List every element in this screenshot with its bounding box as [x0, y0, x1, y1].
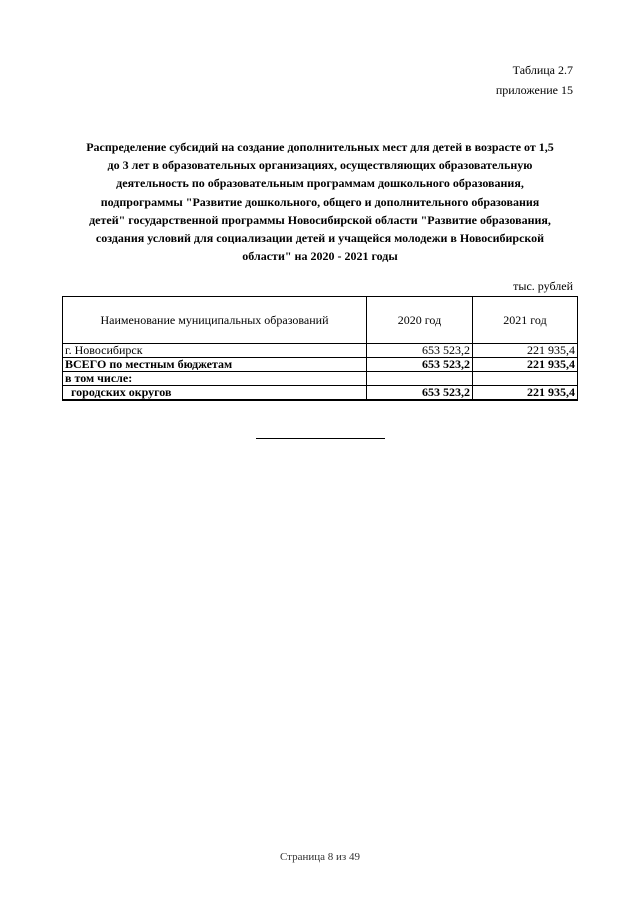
document-title: [62, 138, 578, 265]
value-2021: 221 935,4: [473, 358, 578, 372]
table-row-urban-districts: [63, 386, 578, 401]
title-line: создания условий для социализации детей и учащейся молодежи в Новосибирской: [95, 231, 545, 246]
title-line: детей" государственной программы Новосибирской области "Развитие образования,: [89, 212, 551, 227]
municipality-name: ВСЕГО по местным бюджетам: [63, 358, 367, 372]
value-2021: 221 935,4: [473, 386, 578, 401]
value-2020: 653 523,2: [367, 358, 473, 372]
page-number: Страница 8 из 49: [279, 851, 361, 863]
subsidy-table: [62, 296, 578, 401]
units-label: тыс. рублей: [513, 279, 573, 293]
value-2020: 653 523,2: [367, 344, 473, 358]
column-header-2021: 2021 год: [473, 297, 578, 344]
column-header-2020: 2020 год: [367, 297, 473, 344]
title-line: области" на 2020 - 2021 годы: [242, 249, 398, 264]
column-header-municipality: Наименование муниципальных образований: [63, 297, 367, 344]
title-line: Распределение субсидий на создание дополнительных мест для детей в возрасте от 1,5: [86, 140, 554, 154]
value-2020: [367, 372, 473, 386]
table-row-including: [63, 372, 578, 386]
value-2021: 221 935,4: [473, 344, 578, 358]
table-row-total: [63, 358, 578, 372]
municipality-name: в том числе:: [63, 372, 367, 386]
municipality-name: г. Новосибирск: [63, 344, 367, 358]
table-row: [63, 344, 578, 358]
appendix-label: приложение 15: [495, 83, 573, 97]
title-line: деятельность по образовательным программам дошкольного образования,: [116, 176, 524, 191]
title-line: подпрограммы "Развитие дошкольного, общего и дополнительного образования: [100, 194, 540, 209]
table-header-row: [63, 297, 578, 344]
table-number-label: Таблица 2.7: [512, 63, 573, 77]
value-2021: [473, 372, 578, 386]
separator-line: [256, 438, 385, 439]
value-2020: 653 523,2: [367, 386, 473, 401]
title-line: до 3 лет в образовательных организациях, осуществляющих образовательную: [107, 158, 533, 173]
municipality-name: городских округов: [63, 386, 367, 401]
